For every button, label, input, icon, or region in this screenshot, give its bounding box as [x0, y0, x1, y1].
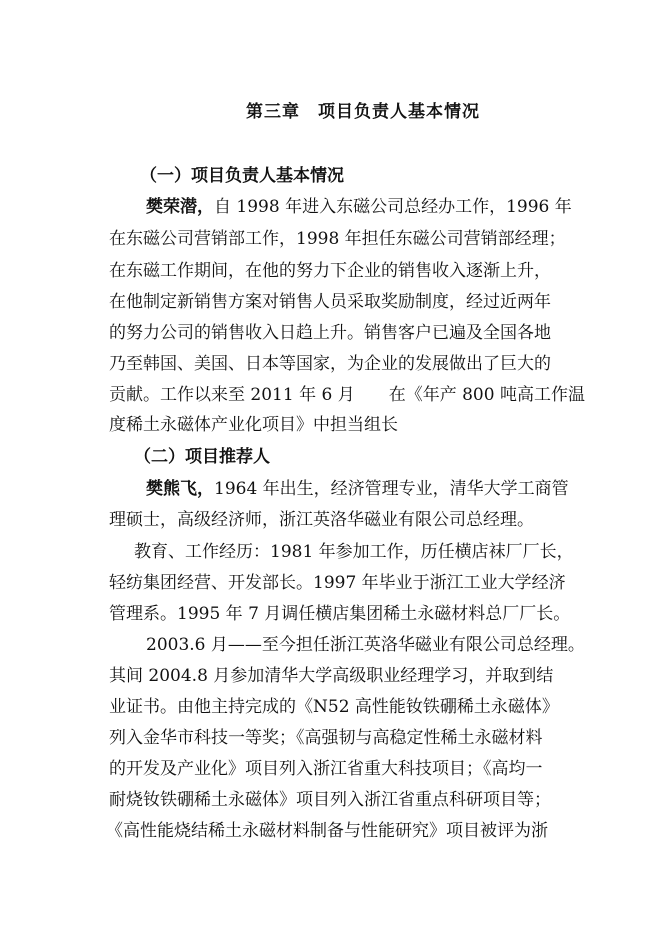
paragraph-text: 自 1998 年进入东磁公司总经办工作，1996 年	[214, 197, 572, 217]
paragraph-line: 教育、工作经历：1981 年参加工作，历任横店袜厂厂长，	[134, 542, 574, 562]
section-1-heading: （一）项目负责人基本情况	[140, 166, 344, 186]
paragraph-line: 贡献。工作以来至 2011 年 6 月 在《年产 800 吨高工作温	[109, 385, 585, 405]
paragraph-line: 在东磁工作期间，在他的努力下企业的销售收入逐渐上升，	[109, 261, 551, 281]
paragraph-line: 在东磁公司营销部工作，1998 年担任东磁公司营销部经理；	[109, 229, 566, 249]
paragraph-line: 度稀土永磁体产业化项目》中担当组长	[109, 415, 398, 435]
paragraph-line: 的努力公司的销售收入日趋上升。销售客户已遍及全国各地	[109, 323, 551, 343]
paragraph-line: 《高性能烧结稀土永磁材料制备与性能研究》项目被评为浙	[106, 821, 548, 841]
person-name: 樊荣潜，	[146, 197, 214, 217]
paragraph-line: 其间 2004.8 月参加清华大学高级职业经理学习，并取到结	[109, 666, 554, 686]
paragraph-line: 乃至韩国、美国、日本等国家，为企业的发展做出了巨大的	[109, 354, 551, 374]
person-name: 樊熊飞，	[146, 479, 214, 499]
paragraph-line: 列入金华市科技一等奖；《高强韧与高稳定性稀土永磁材料	[109, 728, 543, 748]
paragraph-line: 耐烧钕铁硼稀土永磁体》项目列入浙江省重点科研项目等；	[109, 790, 551, 810]
paragraph-line: 轻纺集团经营、开发部长。1997 年毕业于浙江工业大学经济	[109, 573, 566, 593]
paragraph-line: 管理系。1995 年 7 月调任横店集团稀土永磁材料总厂厂长。	[109, 604, 571, 624]
paragraph-line: 理硕士，高级经济师，浙江英洛华磁业有限公司总经理。	[109, 510, 534, 530]
paragraph-line: 的开发及产业化》项目列入浙江省重大科技项目；《高均一	[109, 759, 543, 779]
paragraph-line: 业证书。由他主持完成的《N52 高性能钕铁硼稀土永磁体》	[109, 697, 559, 717]
chapter-title: 第三章 项目负责人基本情况	[246, 102, 480, 122]
paragraph-line	[146, 196, 572, 218]
paragraph-line: 2003.6 月——至今担任浙江英洛华磁业有限公司总经理。	[146, 635, 585, 655]
paragraph-text: 1964 年出生，经济管理专业，清华大学工商管	[214, 479, 569, 499]
paragraph-line: 在他制定新销售方案对销售人员采取奖励制度，经过近两年	[109, 292, 551, 312]
section-2-heading: （二）项目推荐人	[134, 447, 270, 467]
paragraph-line	[146, 478, 569, 500]
